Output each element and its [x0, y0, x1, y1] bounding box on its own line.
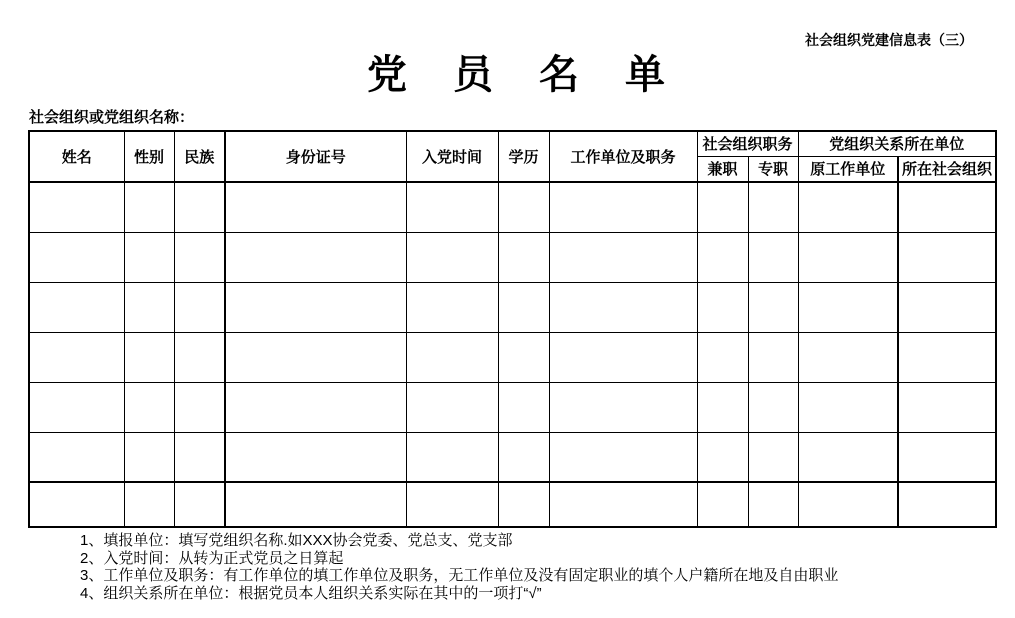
form-code-label: 社会组织党建信息表（三） [805, 32, 973, 48]
empty-cell [798, 482, 898, 527]
empty-cell [798, 432, 898, 482]
empty-cell [549, 182, 697, 232]
empty-cell [124, 232, 174, 282]
empty-cell [697, 182, 748, 232]
empty-member-row [29, 182, 996, 232]
empty-cell [697, 432, 748, 482]
col-header-join-party-date: 入党时间 [406, 131, 498, 182]
empty-cell [406, 182, 498, 232]
empty-cell [124, 482, 174, 527]
member-table-body [29, 182, 996, 527]
col-header-name: 姓名 [29, 131, 124, 182]
org-name-label: 社会组织或党组织名称： [29, 109, 195, 126]
empty-cell [898, 282, 996, 332]
note-line-1: 1、填报单位：填写党组织名称.如XXX协会党委、党总支、党支部 [80, 532, 513, 549]
empty-member-row [29, 232, 996, 282]
col-header-full-time: 专职 [748, 156, 798, 182]
empty-cell [225, 182, 406, 232]
empty-cell [697, 282, 748, 332]
empty-cell [697, 332, 748, 382]
empty-member-row [29, 282, 996, 332]
empty-cell [898, 182, 996, 232]
empty-cell [174, 282, 225, 332]
empty-cell [549, 482, 697, 527]
empty-member-row [29, 382, 996, 432]
empty-cell [174, 332, 225, 382]
col-group-party-relation-unit: 党组织关系所在单位 [798, 131, 996, 156]
col-header-ethnicity: 民族 [174, 131, 225, 182]
empty-cell [225, 382, 406, 432]
empty-cell [124, 382, 174, 432]
empty-cell [174, 432, 225, 482]
empty-cell [406, 432, 498, 482]
empty-cell [498, 382, 549, 432]
empty-cell [225, 482, 406, 527]
empty-cell [29, 382, 124, 432]
note-line-3: 3、工作单位及职务：有工作单位的填工作单位及职务，无工作单位及没有固定职业的填个人户籍所在地及自由职业 [80, 567, 839, 585]
empty-cell [748, 382, 798, 432]
empty-cell [498, 182, 549, 232]
empty-cell [697, 382, 748, 432]
empty-cell [549, 282, 697, 332]
empty-member-row [29, 432, 996, 482]
member-list-table [28, 130, 997, 528]
empty-cell [124, 432, 174, 482]
empty-cell [29, 432, 124, 482]
empty-member-row [29, 482, 996, 527]
empty-cell [549, 232, 697, 282]
empty-cell [498, 482, 549, 527]
col-header-id-number: 身份证号 [225, 131, 406, 182]
empty-cell [124, 182, 174, 232]
empty-cell [225, 432, 406, 482]
empty-cell [798, 282, 898, 332]
empty-cell [174, 482, 225, 527]
empty-cell [174, 182, 225, 232]
empty-cell [697, 482, 748, 527]
empty-cell [697, 232, 748, 282]
empty-cell [29, 232, 124, 282]
empty-cell [748, 232, 798, 282]
empty-cell [898, 332, 996, 382]
empty-cell [798, 332, 898, 382]
empty-cell [174, 382, 225, 432]
empty-cell [124, 332, 174, 382]
empty-cell [498, 232, 549, 282]
empty-cell [898, 482, 996, 527]
col-header-current-social-org: 所在社会组织 [898, 156, 996, 182]
empty-cell [898, 432, 996, 482]
empty-cell [29, 282, 124, 332]
empty-cell [798, 232, 898, 282]
empty-cell [549, 382, 697, 432]
empty-cell [498, 332, 549, 382]
empty-cell [174, 232, 225, 282]
empty-cell [225, 282, 406, 332]
empty-cell [406, 482, 498, 527]
empty-cell [748, 432, 798, 482]
header-row-1 [29, 131, 996, 156]
note-line-2: 2、入党时间：从转为正式党员之日算起 [80, 549, 344, 567]
note-line-4: 4、组织关系所在单位：根据党员本人组织关系实际在其中的一项打“√” [80, 584, 542, 602]
empty-cell [498, 282, 549, 332]
empty-cell [124, 282, 174, 332]
page-title: 党员名单 [367, 52, 711, 97]
empty-cell [748, 332, 798, 382]
notes-block [80, 532, 838, 602]
empty-cell [406, 282, 498, 332]
empty-cell [549, 332, 697, 382]
empty-cell [748, 482, 798, 527]
empty-cell [29, 482, 124, 527]
col-header-gender: 性别 [124, 131, 174, 182]
empty-cell [225, 332, 406, 382]
empty-member-row [29, 332, 996, 382]
empty-cell [898, 382, 996, 432]
empty-cell [549, 432, 697, 482]
empty-cell [748, 282, 798, 332]
col-group-social-org-position: 社会组织职务 [697, 131, 798, 156]
empty-cell [406, 332, 498, 382]
table-header [29, 131, 996, 182]
empty-cell [798, 182, 898, 232]
col-header-original-work-unit: 原工作单位 [798, 156, 898, 182]
col-header-work-unit-position: 工作单位及职务 [549, 131, 697, 182]
empty-cell [748, 182, 798, 232]
empty-cell [898, 232, 996, 282]
empty-cell [225, 232, 406, 282]
empty-cell [29, 182, 124, 232]
col-header-part-time: 兼职 [697, 156, 748, 182]
empty-cell [798, 382, 898, 432]
col-header-education: 学历 [498, 131, 549, 182]
empty-cell [406, 232, 498, 282]
empty-cell [406, 382, 498, 432]
empty-cell [498, 432, 549, 482]
empty-cell [29, 332, 124, 382]
